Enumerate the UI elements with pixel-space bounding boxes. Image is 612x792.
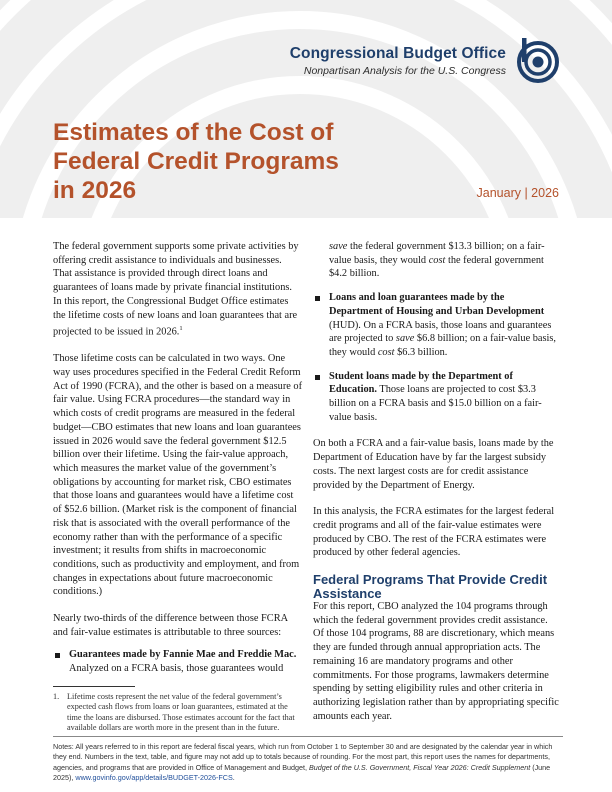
footnote-text: Lifetime costs represent the net value of the federal government’s expected cash flows from loans or loan guarantees, estimated at the time the loans are disbursed. Those estimates account for the fact that available dollars are worth more in the present than in the future. xyxy=(67,691,295,733)
list-item xyxy=(53,648,303,675)
bullet-heading: Guarantees made by Fannie Mae and Freddie Mac. xyxy=(69,649,297,661)
page-notes xyxy=(53,736,563,783)
bullet-text: $6.3 billion. xyxy=(394,346,448,358)
sources-list-continued xyxy=(313,291,559,424)
sources-lead-paragraph: Nearly two-thirds of the difference between those FCRA and fair-value estimates is attributable to three sources: xyxy=(53,613,288,638)
footnote-ref: 1 xyxy=(179,325,183,333)
emphasis-save: save xyxy=(395,333,415,345)
list-item xyxy=(313,291,559,360)
report-date: January | 2026 xyxy=(476,186,559,200)
bullet1-continuation xyxy=(313,240,559,281)
bullet-heading: Student loans made by the Department of Education. xyxy=(329,370,513,396)
programs-paragraph: For this report, CBO analyzed the 104 programs through which the federal government provides credit assistance. Of those 104 programs, 88 are discretionary, which means they are funded through annual appropriation acts. The remaining 16 are mandatory programs and other commitments. For those programs, lawmakers determine spending by setting eligibility rules and other criteria in authorizing legislation rather than by appropriating specific amounts each year. xyxy=(313,601,559,722)
right-column xyxy=(313,240,559,736)
notes-end: . xyxy=(232,772,235,782)
emphasis-save: save xyxy=(329,241,348,252)
cost-methods-paragraph: Those lifetime costs can be calculated in two ways. One way uses procedures specified in the Federal Credit Reform Act of 1990 (FCRA), and the other is based on a measure of fair value. Using FCRA procedures—the standard way in which costs of credit programs are measured in the federal budget—CBO estimates that new loans and loan guarantees issued in 2026 would save the federal government $12.5 billion over their lifetime. Using the fair-value approach, which measures the market value of the government’s obligations by accounting for market risk, CBO estimates that those loans and guarantees would have a lifetime cost of $52.6 billion. (Market risk is the component of financial risk that is associated with the overall performance of the economy rather than with the performance of a specific investment; it results from shifts in macroeconomic conditions, such as productivity and employment, and from changes in expectations about future macroeconomic conditions.) xyxy=(53,353,303,598)
footnote-divider xyxy=(53,686,135,687)
emphasis-cost: cost xyxy=(428,254,446,266)
sources-list xyxy=(53,648,303,675)
notes-source-date: (June 2025), xyxy=(53,762,551,782)
left-column xyxy=(53,240,303,734)
bullet-text: (HUD). On a FCRA basis, those loans and guarantees are projected to xyxy=(329,319,552,345)
footnote-number: 1. xyxy=(53,691,60,701)
cbo-logo-icon xyxy=(514,36,562,84)
cbo-brand xyxy=(290,45,506,77)
notes-text: Notes: All years referred to in this report are federal fiscal years, which run from October 1 to September 30 and are designated by the calendar year in which they end. Numbers in the text, table, and figure may not add up to totals because of rounding. For the most part, this report uses the names for departments, agencies, and programs that are provided in Office of Management and Budget, xyxy=(53,742,553,772)
report-header xyxy=(0,0,612,218)
continuation-text: the federal government $4.2 billion. xyxy=(329,254,544,280)
continuation-text: the federal government $13.3 billion; on a fair-value basis, they would xyxy=(329,241,545,266)
notes-link[interactable]: www.govinfo.gov/app/details/BUDGET-2026-FCS xyxy=(75,772,233,782)
report-title xyxy=(53,118,339,205)
footnote xyxy=(53,692,303,734)
bullet-text: $6.8 billion; on a fair-value basis, they would xyxy=(329,333,557,358)
estimates-source-paragraph: In this analysis, the FCRA estimates for the largest federal credit programs and all of the fair-value estimates were produced by CBO. The rest of the FCRA estimates were produced by other federal agencies. xyxy=(313,506,555,559)
title-line-1: Estimates of the Cost of xyxy=(53,119,334,146)
bullet-heading: Loans and loan guarantees made by the Department of Housing and Urban Development xyxy=(329,292,545,317)
section-heading: Federal Programs That Provide Credit Assistance xyxy=(313,572,548,601)
title-line-2: Federal Credit Programs xyxy=(53,148,339,175)
intro-paragraph xyxy=(53,240,303,339)
list-item xyxy=(313,370,559,425)
intro-text: The federal government supports some private activities by offering credit assistance to individuals and businesses. That assistance is provided through direct loans and guarantees of loans made by private financial institutions. In this report, the Congressional Budget Office estimates the lifetime costs of new loans and loan guarantees that are projected to be issued in 2026. xyxy=(53,241,299,338)
brand-name: Congressional Budget Office xyxy=(289,45,506,62)
largest-costs-paragraph: On both a FCRA and a fair-value basis, loans made by the Department of Education have by far the largest subsidy costs. The next largest costs are for credit assistance provided by the Department of Energy. xyxy=(313,438,554,491)
brand-subtitle: Nonpartisan Analysis for the U.S. Congress xyxy=(303,65,506,77)
title-line-3: in 2026 xyxy=(53,177,137,204)
emphasis-cost: cost xyxy=(377,346,395,358)
notes-source-title: Budget of the U.S. Government, Fiscal Year 2026: Credit Supplement xyxy=(308,762,531,772)
bullet-text: Analyzed on a FCRA basis, those guarantees would xyxy=(69,663,284,675)
bullet-text: Those loans are projected to cost $3.3 billion on a FCRA basis and $15.0 billion on a fair-value basis. xyxy=(329,384,542,423)
